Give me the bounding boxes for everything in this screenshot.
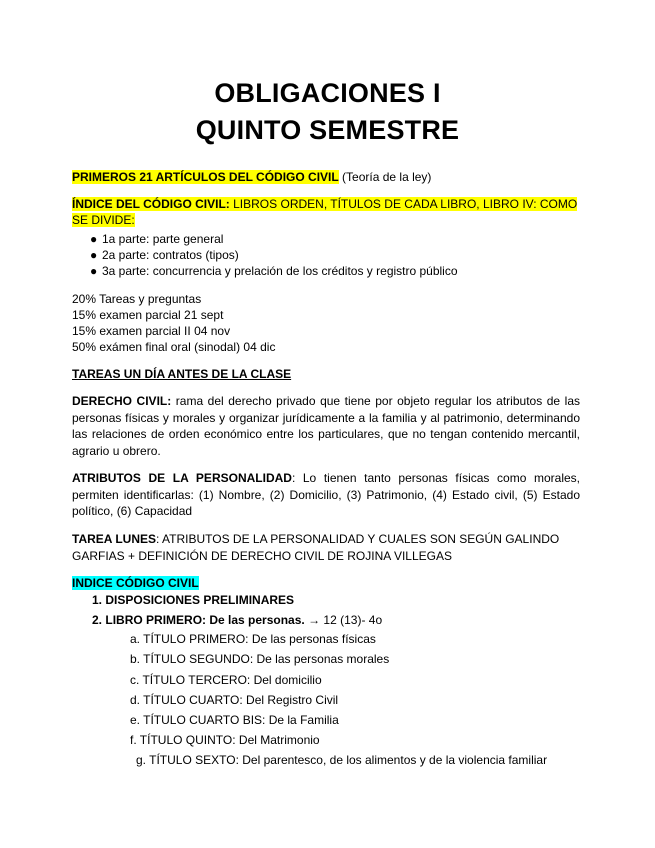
grading-line: 20% Tareas y preguntas: [72, 292, 202, 306]
titulo-letter: e.: [130, 713, 141, 727]
tareas-heading: TAREAS UN DÍA ANTES DE LA CLASE: [72, 367, 292, 381]
grading-line: 15% examen parcial II 04 nov: [72, 324, 231, 338]
atributos-paragraph: [72, 470, 580, 520]
titulo-item: [130, 732, 320, 748]
grading-line: 50% exámen final oral (sinodal) 04 dic: [72, 340, 276, 354]
titulo-letter: b.: [130, 652, 141, 666]
list-item: ● 2a parte: contratos (tipos): [90, 248, 239, 262]
primeros-note: (Teoría de la ley): [338, 170, 432, 184]
indice-intro-text: LIBROS ORDEN, TÍTULOS DE CADA LIBRO, LIBRO IV: COMO: [229, 197, 578, 211]
derecho-civil-label: DERECHO CIVIL:: [72, 394, 172, 408]
list-number: 2.: [92, 613, 103, 627]
titulo-item: [130, 672, 322, 688]
list-item-text: LIBRO PRIMERO: De las personas.: [105, 613, 305, 627]
titulo-item: [130, 631, 376, 647]
indice-intro-line2: [72, 212, 135, 228]
titulo-text: TÍTULO SEXTO: Del parentesco, de los alimentos y de la violencia familiar: [149, 753, 548, 767]
titulo-letter: f.: [130, 733, 137, 747]
titulo-text: TÍTULO PRIMERO: De las personas físicas: [143, 632, 376, 646]
titulo-text: TÍTULO TERCERO: Del domicilio: [142, 673, 322, 687]
indice-intro-label: ÍNDICE DEL CÓDIGO CIVIL:: [72, 197, 230, 211]
primeros-heading: PRIMEROS 21 ARTÍCULOS DEL CÓDIGO CIVIL: [72, 170, 339, 184]
indice-codigo-heading-line: [72, 575, 199, 591]
titulo-text: TÍTULO SEGUNDO: De las personas morales: [143, 652, 390, 666]
titulo-text: TÍTULO CUARTO: Del Registro Civil: [143, 693, 339, 707]
list-item: ● 1a parte: parte general: [90, 232, 224, 246]
list-item-text: DISPOSICIONES PRELIMINARES: [105, 593, 295, 607]
atributos-label: ATRIBUTOS DE LA PERSONALIDAD: [72, 471, 292, 485]
document-title: OBLIGACIONES I: [214, 78, 441, 108]
list-item-note: → 12 (13)- 4o: [304, 613, 383, 627]
titulo-item: [130, 712, 339, 728]
bullet-icon: ●: [90, 264, 98, 278]
indice-codigo-heading: INDICE CÓDIGO CIVIL: [72, 576, 199, 590]
titulo-item: [130, 692, 338, 708]
indice-intro-text-cont: SE DIVIDE:: [72, 213, 135, 227]
list-item: ● 3a parte: concurrencia y prelación de los créditos y registro público: [90, 264, 458, 278]
tarea-lunes-paragraph: [72, 531, 580, 564]
bullet-icon: ●: [90, 232, 98, 246]
primeros-line: [72, 169, 431, 185]
atributos-text: : Lo tienen tanto personas físicas como morales, permiten identificarlas: (1) Nombre, (2) Domicilio, (3) Patrimonio, (4) Estado civil, (5) Estado político, (6) Capacidad: [72, 471, 580, 518]
titulo-letter: a.: [130, 632, 141, 646]
derecho-civil-text: rama del derecho privado que tiene por objeto regular los atributos de las personas físicas y morales y organizar jurídicamente a la familia y al patrimonio, determinando las relaciones de orden económico entre los particulares, que no tengan contenido mercantil, agrario u obrero.: [72, 394, 580, 458]
grading-line: 15% examen parcial 21 sept: [72, 308, 224, 322]
tarea-lunes-text: : ATRIBUTOS DE LA PERSONALIDAD Y CUALES SON SEGÚN GALINDO GARFIAS + DEFINICIÓN DE DERECHO CIVIL DE ROJINA VILLEGAS: [72, 532, 560, 563]
list-item: [92, 612, 382, 628]
document-subtitle: QUINTO SEMESTRE: [195, 115, 460, 145]
titulo-letter: c.: [130, 673, 140, 687]
titulo-letter: d.: [130, 693, 141, 707]
titulo-letter: g.: [136, 753, 147, 767]
bullet-icon: ●: [90, 248, 98, 262]
titulo-text: TÍTULO QUINTO: Del Matrimonio: [139, 733, 320, 747]
list-number: 1.: [92, 593, 103, 607]
indice-intro-line1: [72, 196, 577, 212]
titulo-item: [130, 651, 389, 667]
titulo-item: [136, 752, 547, 768]
list-item: [92, 592, 294, 608]
tarea-lunes-label: TAREA LUNES: [72, 532, 156, 546]
titulo-text: TÍTULO CUARTO BIS: De la Familia: [143, 713, 339, 727]
derecho-civil-paragraph: [72, 393, 580, 459]
